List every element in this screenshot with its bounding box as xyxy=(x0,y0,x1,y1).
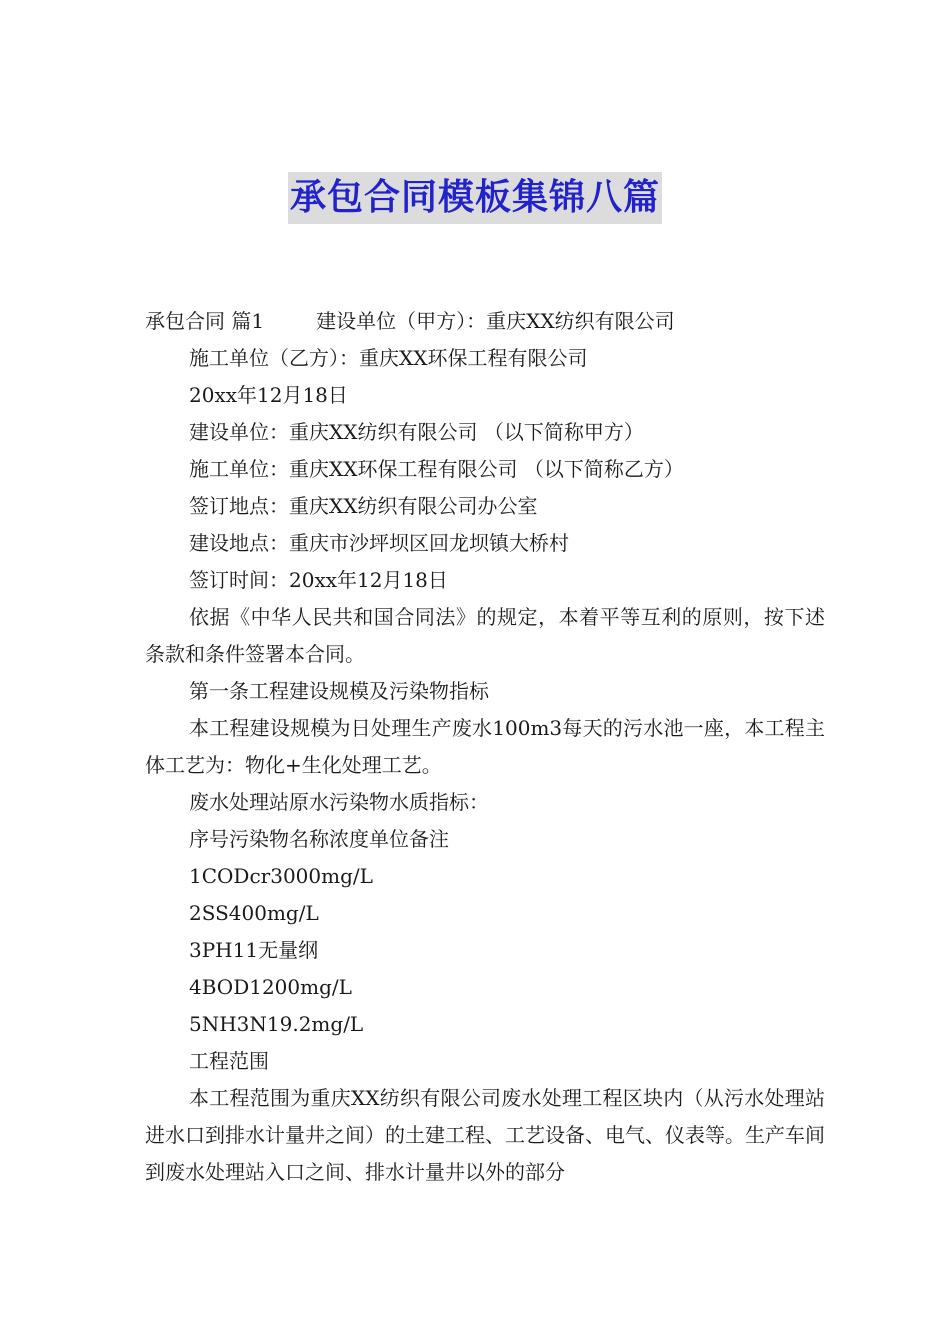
paragraph: 本工程建设规模为日处理生产废水100m3每天的污水池一座，本工程主体工艺为：物化+生化处理工艺。 xyxy=(145,716,825,777)
text-line: 建设单位：重庆XX纺织有限公司 （以下简称甲方） xyxy=(189,420,644,444)
section-heading: 工程范围 xyxy=(189,1049,269,1073)
document-body xyxy=(145,303,825,1191)
text-line: 5NH3N19.2mg/L xyxy=(189,1012,364,1036)
contract-section-label: 承包合同 篇1 xyxy=(145,309,265,333)
title-container xyxy=(0,172,950,224)
text-line: 施工单位：重庆XX环保工程有限公司 （以下简称乙方） xyxy=(189,457,684,481)
text-line: 废水处理站原水污染物水质指标： xyxy=(189,790,489,814)
text-line: 2SS400mg/L xyxy=(189,901,319,925)
text-line: 4BOD1200mg/L xyxy=(189,975,352,999)
text-line: 签订地点：重庆XX纺织有限公司办公室 xyxy=(189,494,538,518)
text-line: 建设地点：重庆市沙坪坝区回龙坝镇大桥村 xyxy=(189,531,569,555)
text-line: 3PH11无量纲 xyxy=(189,938,319,962)
text-line: 20xx年12月18日 xyxy=(189,383,348,407)
paragraph: 本工程范围为重庆XX纺织有限公司废水处理工程区块内（从污水处理站进水口到排水计量井之间）的土建工程、工艺设备、电气、仪表等。生产车间到废水处理站入口之间、排水计量井以外的部分 xyxy=(145,1086,825,1184)
contract-party-a: 建设单位（甲方）：重庆XX纺织有限公司 xyxy=(316,309,675,333)
text-line: 序号污染物名称浓度单位备注 xyxy=(189,827,449,851)
paragraph: 依据《中华人民共和国合同法》的规定，本着平等互利的原则，按下述条款和条件签署本合同。 xyxy=(145,605,825,666)
document-title: 承包合同模板集锦八篇 xyxy=(288,172,662,224)
text-line: 施工单位（乙方）：重庆XX环保工程有限公司 xyxy=(189,346,588,370)
article-heading: 第一条工程建设规模及污染物指标 xyxy=(189,679,489,703)
first-line xyxy=(145,303,825,340)
text-line: 签订时间：20xx年12月18日 xyxy=(189,568,448,592)
text-line: 1CODcr3000mg/L xyxy=(189,864,373,888)
